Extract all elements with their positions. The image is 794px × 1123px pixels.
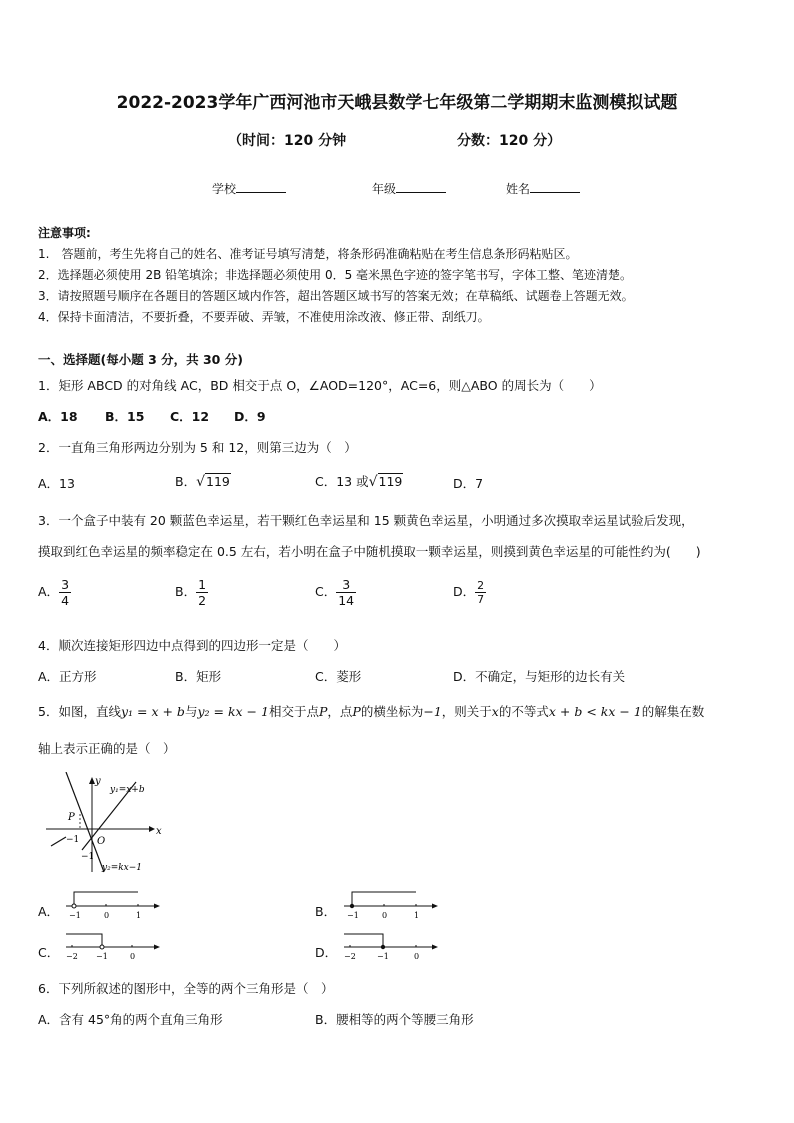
tick-label: 0 [104,911,110,920]
q5-text: ，则关于 [441,704,492,719]
arrow-icon [432,904,438,909]
tick-label: −2 [66,952,78,961]
fraction [475,579,486,606]
q5-option-d-label: D． [315,945,338,960]
q5-text: 的解集在数 [641,704,705,719]
q1-option-a[interactable]: A．18 [38,409,78,424]
numerator: 2 [477,579,485,592]
tick-label: 1 [414,911,420,920]
q5-point: P [352,704,361,719]
q4-option-c[interactable]: C．菱形 [315,669,362,684]
q2-option-b-radicand: 119 [206,474,230,489]
school-label: 学校 [212,182,237,196]
q5-option-b-label: B． [315,904,337,919]
question-6: 6．下列所叙述的图形中，全等的两个三角形是（ ） [38,981,334,996]
name-blank[interactable] [530,180,580,193]
q2-option-b[interactable] [175,472,231,490]
sqrt-icon: √ [368,474,378,490]
question-5-line-1 [38,702,704,720]
solution-bracket [74,892,138,906]
school-field [212,180,286,197]
q5-text: 的横坐标为 [360,704,424,719]
q5-value: −1 [423,704,442,719]
question-3-line-2: 摸取到红色幸运星的频率稳定在 0.5 左右，若小明在盒子中随机摸取一颗幸运星，则摸到黄色幸运星的可能性约为( ) [38,544,701,559]
q5-text: 与 [184,704,198,719]
name-label: 姓名 [506,182,531,196]
line1-label: y₁=x+b [110,785,145,795]
note-item: 2．选择题必须使用 2B 铅笔填涂；非选择题必须使用 0．5 毫米黑色字迹的签字笔书写，字体工整、笔迹清楚。 [38,268,633,282]
name-field [506,180,580,197]
point-p-label: P [68,812,75,823]
fraction [196,577,208,608]
arrow-icon [432,945,438,950]
denominator: 7 [477,593,485,606]
q5-text: ，点 [327,704,353,719]
solution-bracket [352,892,416,906]
page-title: 2022-2023学年广西河池市天峨县数学七年级第二学期期末监测模拟试题 [116,93,678,113]
question-4: 4．顺次连接矩形四边中点得到的四边形一定是（ ） [38,638,346,653]
q2-option-c-label: C．13 或 [315,474,369,489]
denominator: 14 [338,593,355,608]
numerator: 1 [198,577,207,592]
q5-option-a[interactable] [62,886,162,920]
note-item: 4．保持卡面清洁，不要折叠，不要弄破、弄皱，不准使用涂改液、修正带、刮纸刀。 [38,310,490,324]
tick-neg1-x: −1 [66,835,80,845]
q2-option-d[interactable]: D．7 [453,476,484,491]
q5-option-d[interactable] [340,927,440,961]
q3-option-c-label: C． [315,584,337,599]
q2-option-a[interactable]: A．13 [38,476,75,491]
q4-option-d[interactable]: D．不确定，与矩形的边长有关 [453,669,626,684]
grade-label: 年级 [372,182,397,196]
tick-neg1-y: −1 [81,852,95,862]
q3-option-a[interactable] [38,577,71,608]
open-dot [72,904,76,908]
q1-option-c[interactable]: C．12 [170,409,210,424]
q5-option-c[interactable] [62,927,162,961]
q5-option-a-label: A． [38,904,60,919]
q1-option-d[interactable]: D．9 [234,409,266,424]
numerator: 3 [61,577,70,592]
x-arrow-icon [149,826,155,832]
q5-equation-1: y₁ = x + b [120,704,185,719]
note-item: 1. 答题前，考生先将自己的姓名、准考证号填写清楚，将条形码准确粘贴在考生信息条形码粘贴区。 [38,247,578,261]
tick-label: −1 [377,952,389,961]
q5-text: 5．如图，直线 [38,704,121,719]
q5-variable: x [491,704,499,719]
q5-text: 的不等式 [498,704,549,719]
q2-option-c[interactable] [315,472,403,490]
fraction [59,577,71,608]
q3-option-d[interactable] [453,579,486,606]
school-blank[interactable] [236,180,286,193]
q3-option-b[interactable] [175,577,208,608]
q3-option-d-label: D． [453,584,476,599]
tick-label: 1 [136,911,142,920]
arrow-icon [154,945,160,950]
origin-label: O [97,836,106,847]
section-title: 一、选择题(每小题 3 分，共 30 分) [38,352,243,367]
numerator: 3 [336,577,356,593]
notes-heading: 注意事项: [38,226,91,240]
q5-graph-figure [44,772,164,877]
q5-text: 相交于点 [268,704,319,719]
question-3-line-1: 3．一个盒子中装有 20 颗蓝色幸运星，若干颗红色幸运星和 15 颗黄色幸运星，小明通过多次摸取幸运星试验后发现， [38,513,694,528]
q4-option-b[interactable]: B．矩形 [175,669,222,684]
solution-bracket [66,934,102,947]
question-1: 1．矩形 ABCD 的对角线 AC，BD 相交于点 O，∠AOD=120°，AC=6，则△ABO 的周长为（ ） [38,378,602,393]
line2-label: y₂=kx−1 [102,863,143,873]
denominator: 2 [198,593,207,608]
arrow-icon [154,904,160,909]
q5-point: P [318,704,328,719]
tick-label: −1 [347,911,359,920]
q5-equation-2: y₂ = kx − 1 [197,704,269,719]
tick-label: 0 [382,911,388,920]
q5-option-c-label: C． [38,945,60,960]
y-axis-label: y [95,776,101,787]
tick-label: −1 [96,952,108,961]
denominator: 4 [61,593,70,608]
open-dot [100,945,104,949]
note-item: 3．请按照题号顺序在各题目的答题区域内作答，超出答题区域书写的答案无效；在草稿纸、试题卷上答题无效。 [38,289,634,303]
question-5-line-2: 轴上表示正确的是（ ） [38,741,176,756]
q2-option-b-label: B． [175,474,197,489]
tick-label: 0 [414,952,420,961]
x-axis-label: x [156,826,162,837]
q6-option-a[interactable]: A．含有 45°角的两个直角三角形 [38,1012,223,1027]
tick-label: 0 [130,952,136,961]
q1-option-b[interactable]: B．15 [105,409,145,424]
closed-dot [350,904,354,908]
q2-option-c-radicand: 119 [378,474,403,489]
q4-option-a[interactable]: A．正方形 [38,669,97,684]
sqrt-icon: √ [196,474,205,490]
exam-score: 分数：120 分） [457,133,562,149]
q6-option-b[interactable]: B．腰相等的两个等腰三角形 [315,1012,474,1027]
q3-option-c[interactable] [315,577,356,608]
grade-field [372,180,446,197]
q5-inequality: x + b < kx − 1 [548,704,642,719]
q3-option-a-label: A． [38,584,60,599]
closed-dot [381,945,385,949]
grade-blank[interactable] [396,180,446,193]
exam-time: （时间：120 分钟 [228,133,347,149]
q3-option-b-label: B． [175,584,197,599]
line-y1-ext [51,837,66,846]
fraction [336,577,356,608]
tick-label: −2 [344,952,356,961]
q5-option-b[interactable] [340,886,440,920]
question-2: 2．一直角三角形两边分别为 5 和 12，则第三边为（ ） [38,440,357,455]
tick-label: −1 [69,911,81,920]
